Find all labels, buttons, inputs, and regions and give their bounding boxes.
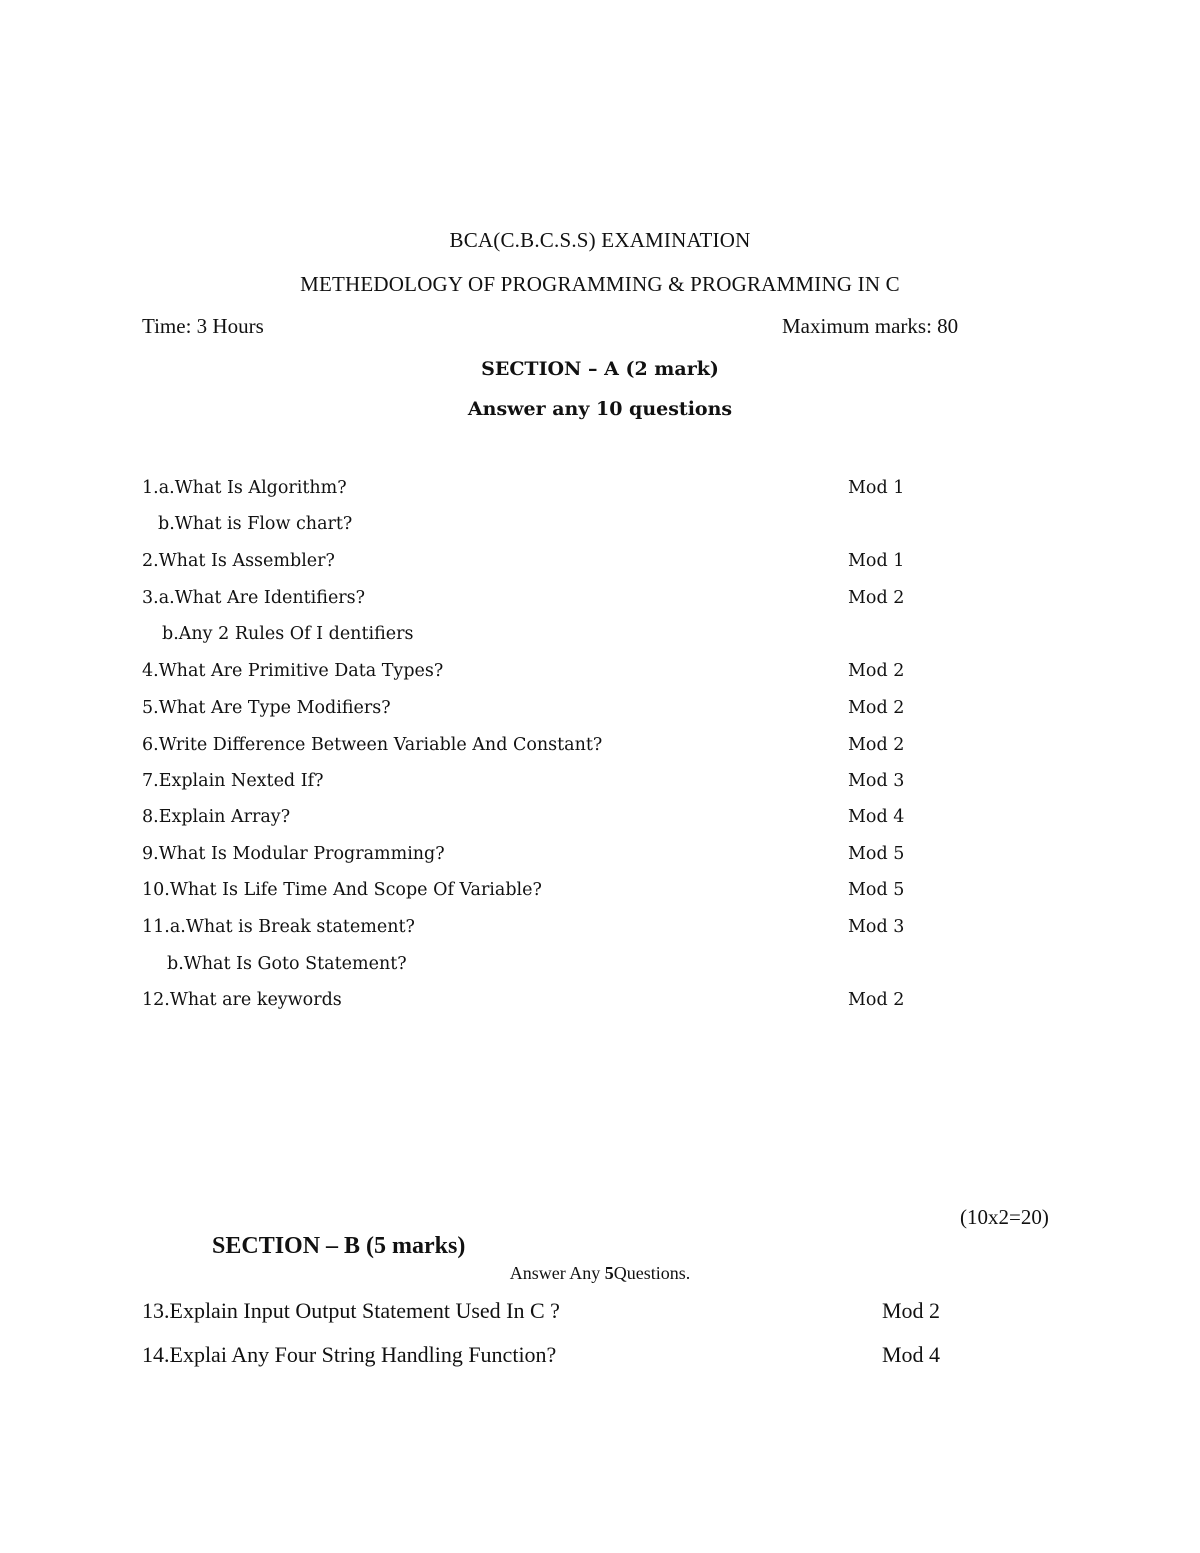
- section-a-heading: SECTION – A (2 mark): [481, 358, 719, 380]
- module-label: Mod 2: [848, 735, 905, 755]
- module-label: Mod 2: [848, 698, 905, 718]
- question-row: [0, 551, 1200, 575]
- section-a-instruction: Answer any 10 questions: [467, 398, 733, 420]
- question-text: 5.What Are Type Modifiers?: [142, 698, 391, 718]
- question-text: 13.Explain Input Output Statement Used In C ?: [142, 1298, 560, 1323]
- question-row: [0, 880, 1200, 904]
- module-label: Mod 4: [848, 807, 905, 827]
- module-label: Mod 2: [882, 1298, 941, 1323]
- module-label: Mod 2: [848, 588, 905, 608]
- question-text: 14.Explai Any Four String Handling Function?: [142, 1342, 557, 1367]
- question-row: [0, 990, 1200, 1014]
- question-text: 7.Explain Nexted If?: [142, 771, 324, 791]
- module-label: Mod 5: [848, 880, 905, 900]
- instruction-prefix: Answer Any: [509, 1263, 605, 1283]
- module-label: Mod 2: [848, 661, 905, 681]
- question-row: [0, 698, 1200, 722]
- question-row: [0, 771, 1200, 795]
- question-row: [0, 735, 1200, 759]
- question-text: 11.a.What is Break statement?: [142, 917, 415, 937]
- section-b-instruction: [0, 1263, 1200, 1284]
- question-text: b.What Is Goto Statement?: [167, 954, 407, 974]
- question-text: 12.What are keywords: [142, 990, 342, 1010]
- question-row: [0, 478, 1200, 502]
- section-b-heading: SECTION – B (5 marks): [212, 1233, 466, 1259]
- module-label: Mod 3: [848, 917, 905, 937]
- module-label: Mod 3: [848, 771, 905, 791]
- question-text: 3.a.What Are Identifiers?: [142, 588, 366, 608]
- question-row: [0, 514, 1200, 538]
- module-label: Mod 1: [848, 478, 905, 498]
- question-text: 1.a.What Is Algorithm?: [142, 478, 347, 498]
- module-label: Mod 2: [848, 990, 905, 1010]
- question-row: [0, 807, 1200, 831]
- module-label: Mod 5: [848, 844, 905, 864]
- question-text: 4.What Are Primitive Data Types?: [142, 661, 444, 681]
- question-row: [0, 624, 1200, 648]
- time-label: Time: 3 Hours: [142, 314, 264, 338]
- instruction-count: 5: [604, 1263, 614, 1283]
- question-row: [0, 844, 1200, 868]
- question-row: [0, 588, 1200, 612]
- question-text: 6.Write Difference Between Variable And Constant?: [142, 735, 603, 755]
- question-text: 2.What Is Assembler?: [142, 551, 335, 571]
- instruction-suffix: Questions.: [613, 1263, 691, 1283]
- module-label: Mod 1: [848, 551, 905, 571]
- max-marks-label: Maximum marks: 80: [782, 314, 959, 338]
- subject-title: METHEDOLOGY OF PROGRAMMING & PROGRAMMING IN C: [300, 272, 900, 296]
- question-text: 9.What Is Modular Programming?: [142, 844, 445, 864]
- question-row: [0, 917, 1200, 941]
- question-text: b.Any 2 Rules Of I dentifiers: [162, 624, 414, 644]
- question-text: b.What is Flow chart?: [158, 514, 353, 534]
- question-row: [0, 661, 1200, 685]
- question-text: 8.Explain Array?: [142, 807, 291, 827]
- exam-title: BCA(C.B.C.S.S) EXAMINATION: [449, 228, 751, 252]
- question-text: 10.What Is Life Time And Scope Of Variable?: [142, 880, 542, 900]
- module-label: Mod 4: [882, 1342, 941, 1367]
- question-row: [0, 954, 1200, 978]
- section-a-marks-summary: (10x2=20): [960, 1205, 1049, 1229]
